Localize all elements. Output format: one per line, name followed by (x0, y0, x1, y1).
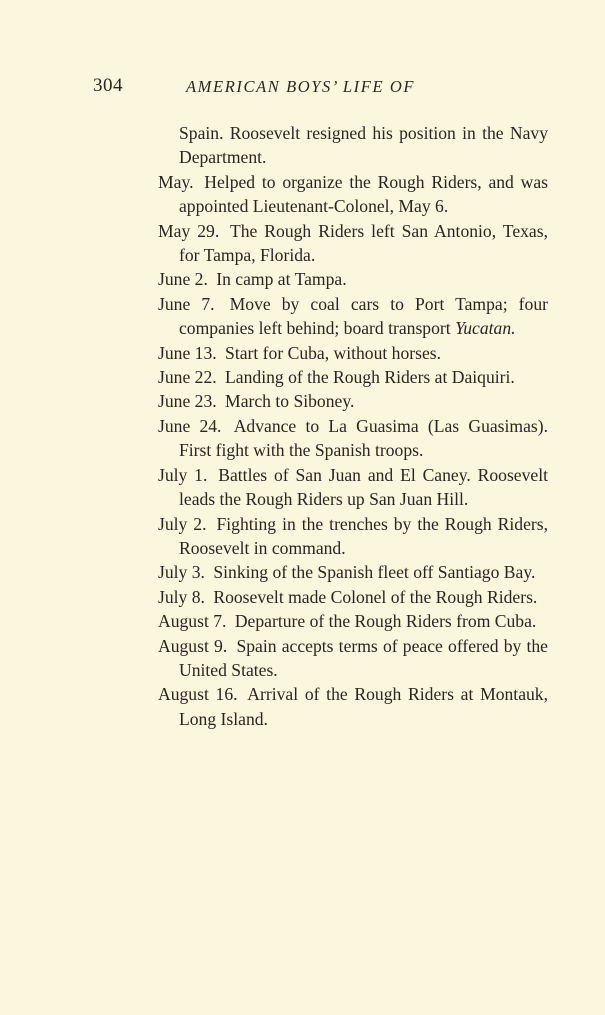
entry-text: Advance to La Guasima (Las Guasimas). First fight with the Spanish troops. (179, 415, 549, 461)
chronology-entry (158, 170, 548, 219)
entry-text: In camp at Tampa. (216, 269, 347, 290)
chronology-entry (158, 463, 548, 512)
chronology-entry (158, 560, 548, 584)
page-header (93, 75, 553, 103)
chronology-entry (158, 365, 548, 389)
continuation-paragraph: Spain. Roosevelt resigned his position in the Navy Department. (179, 123, 548, 168)
entry-date: July 3. (158, 562, 205, 583)
chronology-entry (158, 267, 548, 291)
entry-text: Battles of San Juan and El Caney. Roosevelt leads the Rough Riders up San Juan Hill. (179, 464, 548, 510)
chronology-entry (158, 389, 548, 413)
entry-date: June 13. (158, 342, 217, 363)
entry-text: Move by coal cars to Port Tampa; four companies left behind; board transport (179, 293, 548, 339)
chronology-list (158, 121, 548, 731)
entry-text: The Rough Riders left San Antonio, Texas, for Tampa, Florida. (179, 220, 548, 266)
chronology-entry (158, 414, 548, 463)
ship-name: Yucatan. (455, 318, 516, 339)
entry-date: August 7. (158, 611, 227, 632)
entry-date: June 2. (158, 269, 208, 290)
chronology-entry (158, 292, 548, 341)
chronology-entry (158, 219, 548, 268)
entry-date: June 7. (158, 293, 215, 314)
entry-date: August 9. (158, 635, 228, 656)
entry-text: Helped to organize the Rough Riders, and was appointed Lieutenant-Colonel, May 6. (179, 171, 548, 217)
entry-text: March to Siboney. (225, 391, 355, 412)
page-number: 304 (93, 75, 123, 96)
chronology-entry (158, 341, 548, 365)
entry-text: Arrival of the Rough Riders at Montauk, Long Island. (179, 684, 548, 729)
entry-date: August 16. (158, 684, 238, 705)
entry-date: July 2. (158, 513, 207, 534)
entry-date: July 1. (158, 464, 208, 485)
entry-date: May 29. (158, 220, 220, 241)
entry-date: June 22. (158, 367, 217, 388)
entry-date: June 24. (158, 415, 222, 436)
chronology-entry (158, 634, 548, 683)
chronology-entry (158, 585, 548, 609)
entry-text: Roosevelt made Colonel of the Rough Riders. (213, 586, 538, 607)
entry-text: Landing of the Rough Riders at Daiquiri. (225, 367, 515, 388)
entry-text: Departure of the Rough Riders from Cuba. (234, 611, 537, 632)
chronology-entry (158, 512, 548, 561)
chronology-entry (158, 609, 548, 633)
chronology-entry (158, 682, 548, 731)
entry-date: June 23. (158, 391, 217, 412)
entry-text: Sinking of the Spanish fleet off Santiago Bay. (213, 562, 536, 583)
entry-text: Spain accepts terms of peace offered by the United States. (179, 635, 548, 680)
entry-text: Start for Cuba, without horses. (225, 342, 442, 363)
entry-text: Fighting in the trenches by the Rough Riders, Roosevelt in command. (179, 513, 548, 558)
entry-date: July 8. (158, 586, 205, 607)
entry-date: May. (158, 171, 194, 192)
running-head: AMERICAN BOYS’ LIFE OF (186, 77, 416, 96)
